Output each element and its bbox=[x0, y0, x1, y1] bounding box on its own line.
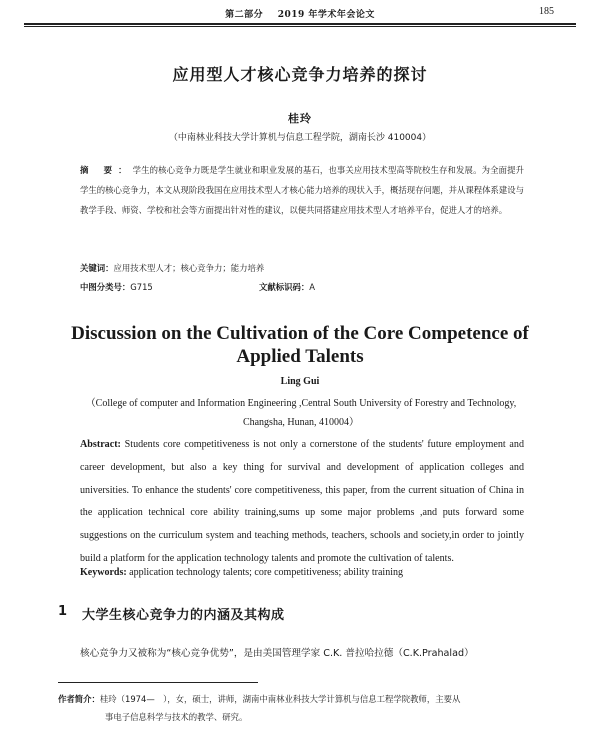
english-affiliation-line1: （College of computer and Information Engineering ,Central South University of Forestry and Technology, bbox=[85, 398, 517, 409]
chinese-affiliation: （中南林业科技大学计算机与信息工程学院，湖南长沙 410004） bbox=[168, 133, 432, 143]
body-paragraph: 核心竞争力又被称为“核心竞争优势”，是由美国管理学家 C.K. 普拉哈拉德（C.K.Prahalad） bbox=[80, 648, 474, 659]
english-abstract bbox=[80, 434, 524, 571]
page-number: 185 bbox=[539, 6, 554, 17]
footnote-line2: 事电子信息科学与技术的教学、研究。 bbox=[105, 712, 248, 722]
running-header-title: 2019 年学术年会论文 bbox=[277, 10, 375, 20]
class-number-label: 中图分类号： bbox=[80, 282, 131, 292]
classification-line bbox=[80, 281, 524, 293]
running-header bbox=[0, 7, 600, 20]
english-author: Ling Gui bbox=[280, 376, 320, 387]
chinese-keywords-text: 应用技术型人才；核心竞争力；能力培养 bbox=[113, 263, 265, 273]
author-footnote bbox=[58, 690, 558, 726]
header-rule-thick bbox=[24, 23, 576, 25]
english-keywords-label: Keywords: bbox=[80, 567, 127, 578]
english-abstract-text: Students core competitiveness is not only a cornerstone of the students' future employment and career development, but also a key thing for survival and development of application colleges and universities. To enhance the students' core competitiveness, this paper, from the current situation of China in the application technical core ability training,sums up some major problems ,and puts forward some suggestions on the curriculum system and teaching methods, teachers, schools and society,in order to jointly build a platform for the application technology talents and promote the cultivation of talents. bbox=[80, 439, 524, 564]
section-number: 1 bbox=[58, 604, 68, 619]
section-title: 大学生核心竞争力的内涵及其构成 bbox=[82, 608, 285, 623]
chinese-abstract-text: 学生的核心竞争力既是学生就业和职业发展的基石，也事关应用技术型高等院校生存和发展。为全面提升学生的核心竞争力，本文从现阶段我国在应用技术型人才核心能力培养的现状入手，概括现存问题，并从课程体系建设与教学手段、师资、学校和社会等方面提出针对性的建议，以便共同搭建应用技术型人才培养平台，促进人才的培养。 bbox=[80, 165, 524, 215]
footnote-label: 作者简介： bbox=[58, 694, 100, 704]
document-code-value: A bbox=[309, 282, 315, 292]
chinese-abstract bbox=[80, 160, 524, 220]
chinese-keywords-label: 关键词： bbox=[80, 263, 114, 273]
running-header-section: 第二部分 bbox=[225, 10, 264, 20]
footnote-rule bbox=[58, 682, 258, 683]
document-code-label: 文献标识码： bbox=[259, 282, 310, 292]
document-code bbox=[259, 281, 315, 293]
english-affiliation bbox=[68, 394, 534, 432]
chinese-title: 应用型人才核心竞争力培养的探讨 bbox=[172, 65, 428, 84]
english-abstract-label: Abstract: bbox=[80, 439, 121, 450]
chinese-keywords bbox=[80, 262, 524, 274]
english-affiliation-line2: Changsha, Hunan, 410004） bbox=[242, 417, 360, 428]
footnote-line1: 桂玲（1974— ），女，硕士，讲师，湖南中南林业科技大学计算机与信息工程学院教师，主要从 bbox=[99, 694, 461, 704]
class-number-value: G715 bbox=[130, 282, 153, 292]
chinese-author: 桂玲 bbox=[288, 112, 312, 125]
header-rule-thin bbox=[24, 26, 576, 27]
chinese-abstract-label: 摘 要： bbox=[80, 165, 133, 175]
english-title: Discussion on the Cultivation of the Core Competence of Applied Talents bbox=[71, 323, 529, 367]
english-keywords bbox=[80, 567, 524, 578]
english-keywords-text: application technology talents; core competitiveness; ability training bbox=[129, 567, 403, 578]
